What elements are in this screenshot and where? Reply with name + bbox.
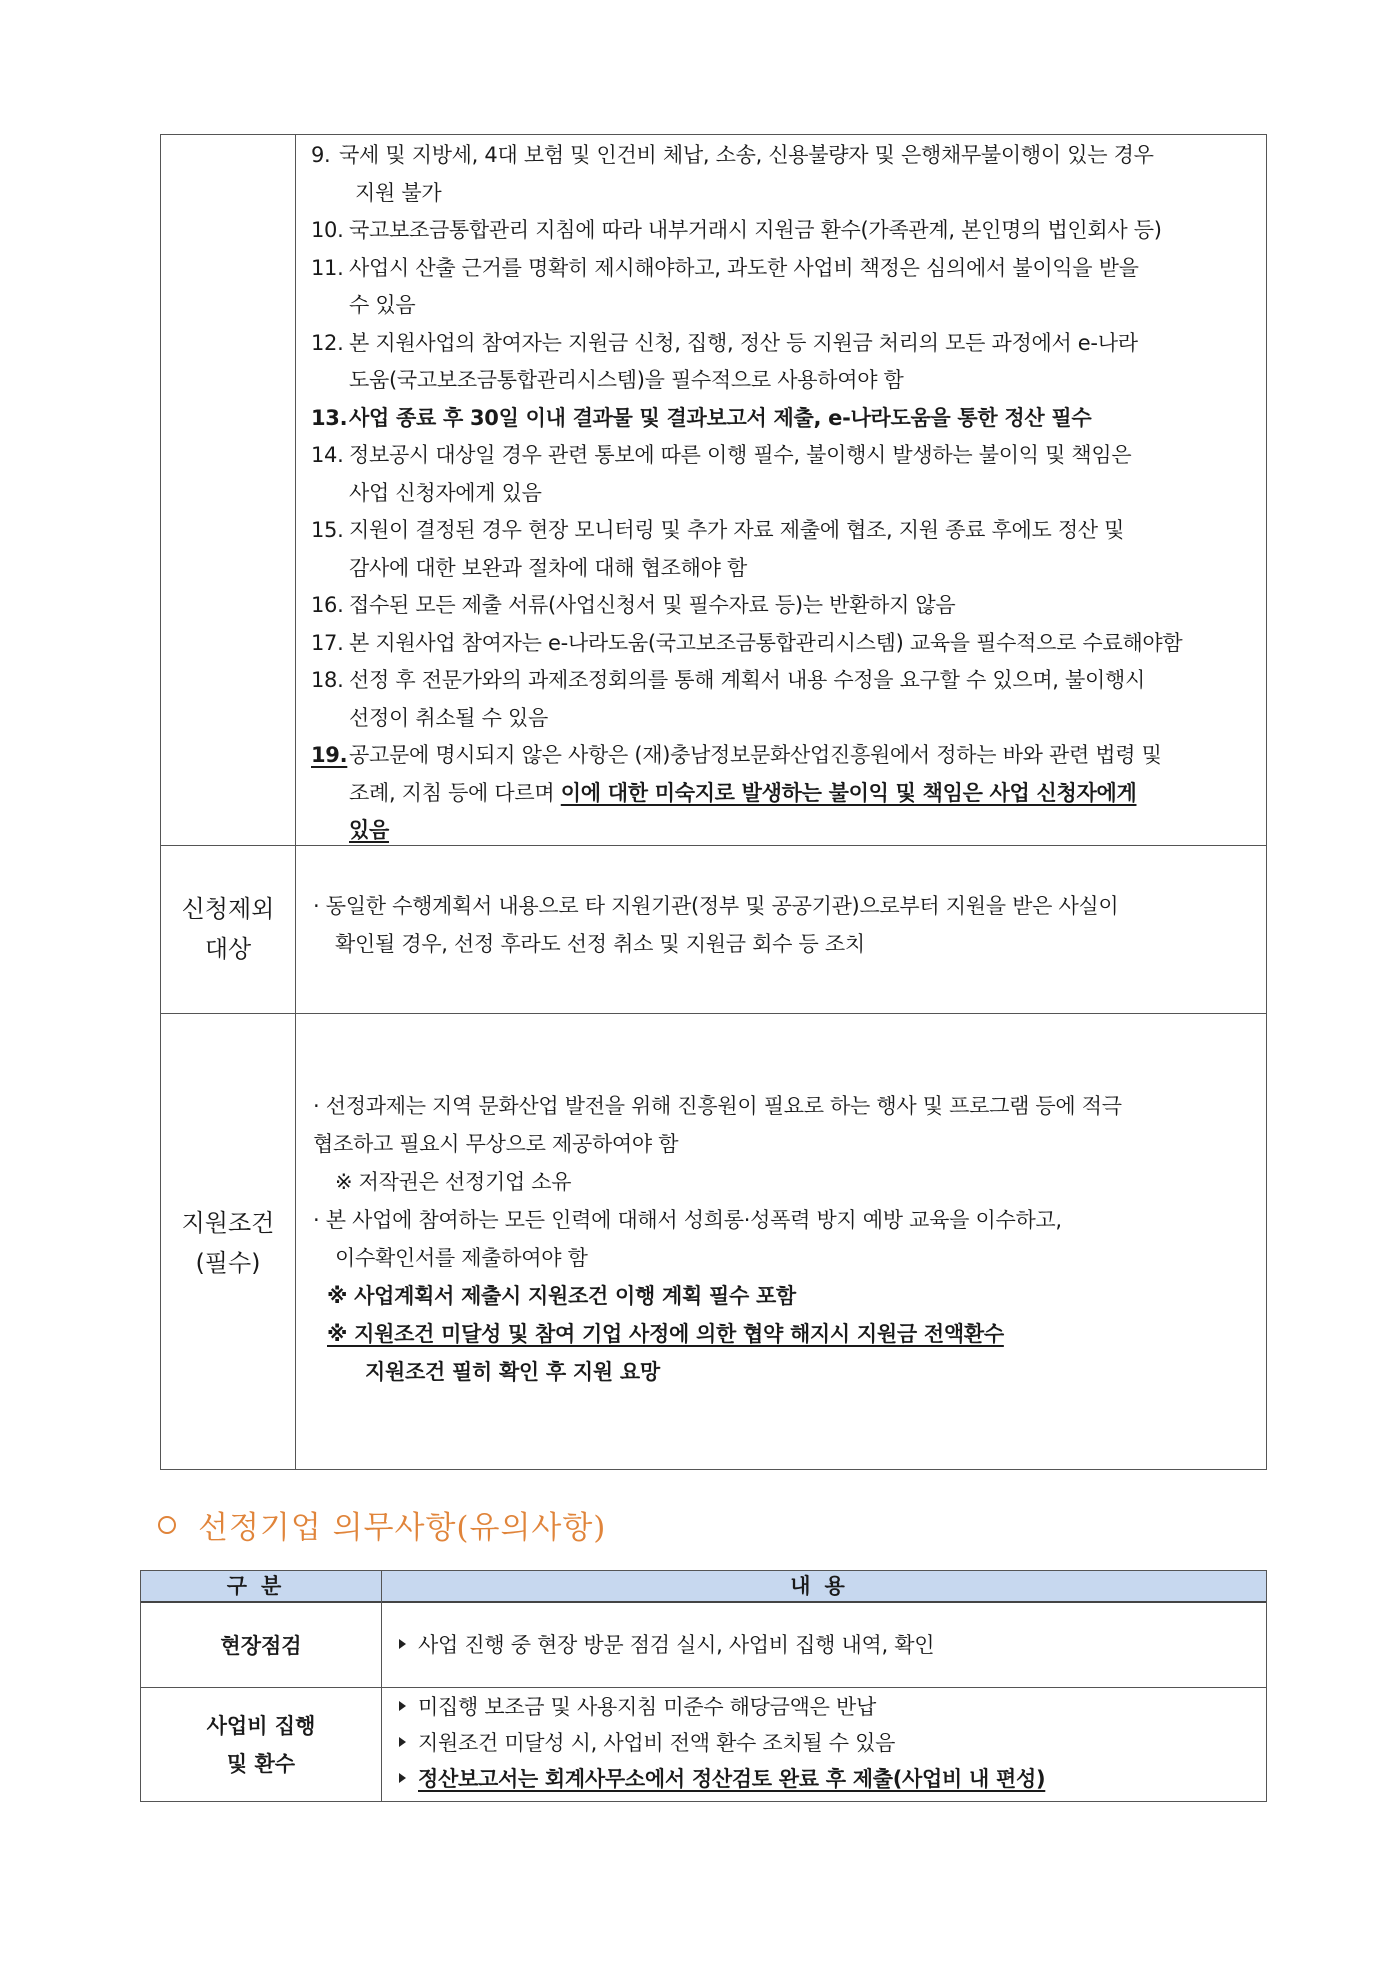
row-content-site-inspection: 사업 진행 중 현장 방문 점검 실시, 사업비 집행 내역, 확인 [399,1627,1259,1663]
list-item-emphasized: 13. 사업 종료 후 30일 이내 결과물 및 결과보고서 제출, e-나라도움을 통한 정산 필수 [311,405,1092,430]
row-content-budget-refund: 미집행 보조금 및 사용지침 미준수 해당금액은 반납 지원조건 미달성 시, 사업비 전액 환수 조치될 수 있음 정산보고서는 회계사무소에서 정산검토 완료 후 제출(사업비 내 편성) [399,1689,1259,1797]
conditions-content: · 선정과제는 지역 문화산업 발전을 위해 진흥원이 필요로 하는 행사 및 프로그램 등에 적극 협조하고 필요시 무상으로 제공하여야 함 ※ 저작권은 선정기업 소유 · 본 사업에 참여하는 모든 인력에 대해서 성희롱·성폭력 방지 예방 교육을 이수하고, 이수확인서를 제출하여야 함 ※ 사업계획서 제출시 지원조건 이행 계획 필수 포함 ※ 지원조건 미달성 및 참여 기업 사정에 의한 협약 해지시 지원금 전액환수 지원조건 필히 확인 후 지원 요망 [313,1094,1122,1384]
row-label-budget-refund: 사업비 집행 및 환수 [206,1714,316,1776]
circle-bullet-icon [158,1516,176,1534]
exclusion-content: · 동일한 수행계획서 내용으로 타 지원기관(정부 및 공공기관)으로부터 지원을 받은 사실이 확인될 경우, 선정 후라도 선정 취소 및 지원금 회수 등 조치 [313,894,1119,956]
conditions-label: 지원조건 (필수) [181,1209,275,1277]
list-item: 12. 본 지원사업의 참여자는 지원금 신청, 집행, 정산 등 지원금 처리의 모든 과정에서 e-나라 도움(국고보조금통합관리시스템)을 필수적으로 사용하여야 함 [311,330,1138,392]
list-item: 15. 지원이 결정된 경우 현장 모니터링 및 추가 자료 제출에 협조, 지원 종료 후에도 정산 및 감사에 대한 보완과 절차에 대해 협조해야 함 [311,518,1125,580]
row-label-site-inspection: 현장점검 [220,1634,302,1658]
list-item: 18. 선정 후 전문가와의 과제조정회의를 통해 계획서 내용 수정을 요구할 수 있으며, 불이행시 선정이 취소될 수 있음 [311,668,1145,730]
requirements-table [160,134,1267,1470]
list-item: 16. 접수된 모든 제출 서류(사업신청서 및 필수자료 등)는 반환하지 않음 [311,593,956,617]
exclusion-label: 신청제외 대상 [181,895,275,963]
obligations-table [140,1570,1267,1802]
row-divider [161,1013,1266,1014]
notes-list [311,137,1261,850]
header-col-content: 내용 [790,1574,859,1598]
triangle-bullet-icon [399,1773,406,1783]
list-item: 14. 정보공시 대상일 경우 관련 통보에 따른 이행 필수, 불이행시 발생하는 불이익 및 책임은 사업 신청자에게 있음 [311,443,1132,505]
list-item: 9. 국세 및 지방세, 4대 보험 및 인건비 체납, 소송, 신용불량자 및 은행채무불이행이 있는 경우 지원 불가 [311,143,1154,205]
header-col-category: 구분 [226,1574,296,1598]
list-item: 11. 사업시 산출 근거를 명확히 제시해야하고, 과도한 사업비 책정은 심의에서 불이익을 받을 수 있음 [311,255,1139,317]
triangle-bullet-icon [399,1639,406,1649]
triangle-bullet-icon [399,1737,406,1747]
section-heading: 선정기업 의무사항(유의사항) [158,1502,606,1547]
row-divider [141,1687,1266,1688]
list-item: 10. 국고보조금통합관리 지침에 따라 내부거래시 지원금 환수(가족관계, 본인명의 법인회사 등) [311,218,1162,242]
column-divider [295,135,296,1469]
list-item: 19. 공고문에 명시되지 않은 사항은 (재)충남정보문화산업진흥원에서 정하는 바와 관련 법령 및 조례, 지침 등에 다르며 이에 대한 미숙지로 발생하는 불이익 및 책임은 사업 신청자에게 있음 [311,743,1162,842]
triangle-bullet-icon [399,1701,406,1711]
column-divider [381,1571,382,1801]
list-item: 17. 본 지원사업 참여자는 e-나라도움(국고보조금통합관리시스템) 교육을 필수적으로 수료해야함 [311,630,1183,655]
